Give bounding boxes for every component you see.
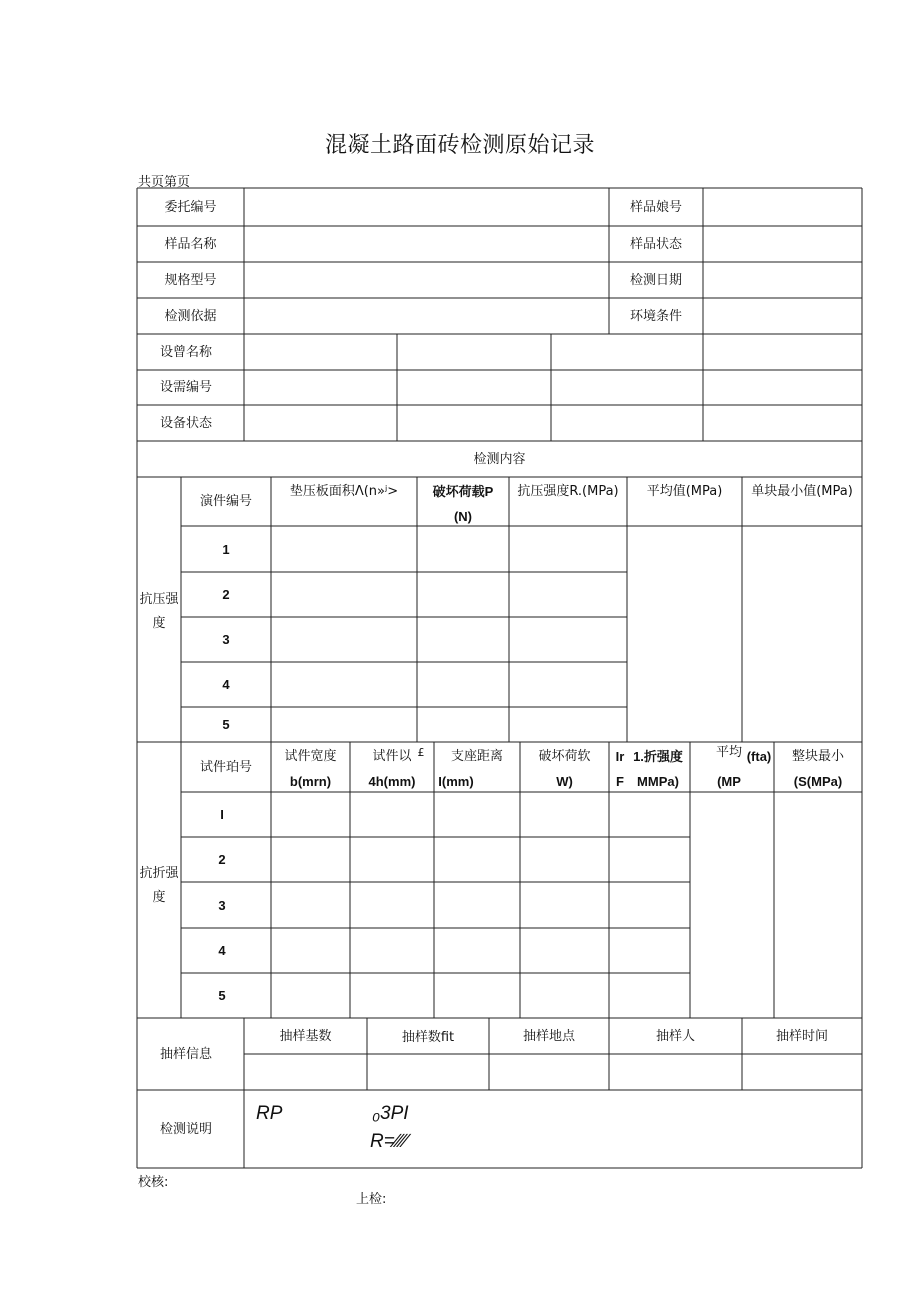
width-header-line1: 试件宽度 bbox=[284, 748, 337, 764]
test-date-label: 检测日期 bbox=[629, 272, 682, 288]
sample-no-label: 样品娘号 bbox=[629, 199, 682, 215]
sample-name-label: 样品名称 bbox=[164, 236, 217, 252]
compressive-row-no: 3 bbox=[222, 632, 230, 647]
compressive-row-no: 1 bbox=[222, 541, 230, 557]
sampling-count-header: 抽样数fit bbox=[401, 1029, 455, 1045]
spec-model-label: 规格型号 bbox=[164, 272, 217, 288]
equip-no-label: 设需编号 bbox=[159, 380, 212, 395]
failure-load-header-line1: 破坏荷载P bbox=[432, 483, 494, 499]
flexural-row-no: I bbox=[220, 807, 224, 822]
sampler-header: 抽样人 bbox=[655, 1028, 695, 1044]
sample-status-label: 样品状态 bbox=[629, 236, 682, 252]
sampling-time-header: 抽样时间 bbox=[775, 1028, 828, 1044]
inspect-label: 上检: bbox=[356, 1192, 387, 1207]
whole-min-header-line2: (S(MPa) bbox=[793, 773, 843, 789]
whole-min-header-line1: 整块最小 bbox=[791, 748, 844, 764]
flexural-row-no: 5 bbox=[218, 988, 226, 1003]
sampling-info-label: 抽样信息 bbox=[159, 1046, 212, 1062]
ir-header-line1: Ir bbox=[615, 748, 625, 764]
review-label: 校核: bbox=[138, 1175, 169, 1190]
pound-mark: £ bbox=[417, 745, 425, 759]
page-count-info: 共页第页 bbox=[138, 175, 191, 190]
compressive-single-min-header: 单块最小值(MPa) bbox=[751, 483, 853, 499]
compressive-section-label bbox=[137, 582, 181, 640]
compressive-row-no: 4 bbox=[222, 677, 230, 692]
flex-strength-header-line2: MMPa) bbox=[637, 773, 679, 789]
formula-3pi: ₀3PI bbox=[372, 1103, 409, 1124]
compressive-row-no: 5 bbox=[222, 717, 230, 732]
flex-average-header-line2: (MP bbox=[717, 773, 741, 789]
sampling-location-header: 抽样地点 bbox=[522, 1028, 575, 1044]
fta-mark: (fta) bbox=[746, 748, 772, 764]
flex-average-header-line1: 平均 bbox=[715, 744, 742, 760]
equip-name-label: 设曾名称 bbox=[159, 344, 212, 360]
flex-strength-header-line1: 1.折强度 bbox=[633, 748, 683, 764]
flexural-row-no: 3 bbox=[218, 897, 226, 913]
flexural-row-no: 4 bbox=[218, 943, 226, 958]
flex-failure-load-header-line2: W) bbox=[556, 773, 573, 789]
commission-no-label: 委托编号 bbox=[164, 199, 217, 215]
env-condition-label: 环境条件 bbox=[629, 308, 682, 324]
test-content-header: 检测内容 bbox=[473, 451, 526, 467]
test-basis-label: 检测依据 bbox=[164, 308, 217, 324]
flexural-specimen-no-header: 试件珀号 bbox=[199, 759, 252, 775]
test-notes-label: 检测说明 bbox=[159, 1121, 212, 1137]
formula-rp: RP bbox=[256, 1103, 283, 1124]
compressive-label-line2: 度 bbox=[152, 615, 166, 631]
equip-status-label: 设备状态 bbox=[159, 415, 212, 431]
flex-failure-load-header-line1: 破坏荷软 bbox=[538, 748, 591, 764]
flexural-label-line1: 抗折强 bbox=[139, 865, 179, 881]
plate-area-header: 垫压板面积Λ(n»ʲ> bbox=[289, 483, 399, 499]
compressive-strength-header: 抗压强度R.(MPa) bbox=[517, 483, 619, 499]
failure-load-header-line2: (N) bbox=[453, 508, 473, 524]
width-header-line2: b(mrn) bbox=[289, 773, 332, 789]
flexural-row-no: 2 bbox=[218, 852, 226, 867]
span-header-line2: I(mm) bbox=[438, 773, 474, 789]
flexural-section-label bbox=[137, 856, 181, 914]
compressive-row-no: 2 bbox=[222, 587, 230, 602]
flexural-label-line2: 度 bbox=[152, 889, 166, 905]
thickness-header-line1: 试件以 bbox=[372, 748, 412, 764]
compressive-average-header: 平均值(MPa) bbox=[646, 483, 723, 499]
sampling-base-count-header: 抽样基数 bbox=[279, 1028, 332, 1044]
compressive-specimen-no-header: 演件编号 bbox=[199, 494, 252, 509]
compressive-label-line1: 抗压强 bbox=[139, 591, 179, 607]
page-title: 混凝土路面砖检测原始记录 bbox=[324, 133, 595, 158]
thickness-header-line2: 4h(mm) bbox=[368, 773, 416, 789]
ir-header-line2: F bbox=[616, 773, 624, 789]
formula-r: R=∕∕∕∕ bbox=[370, 1131, 408, 1152]
span-header-line1: 支座距离 bbox=[450, 748, 503, 764]
